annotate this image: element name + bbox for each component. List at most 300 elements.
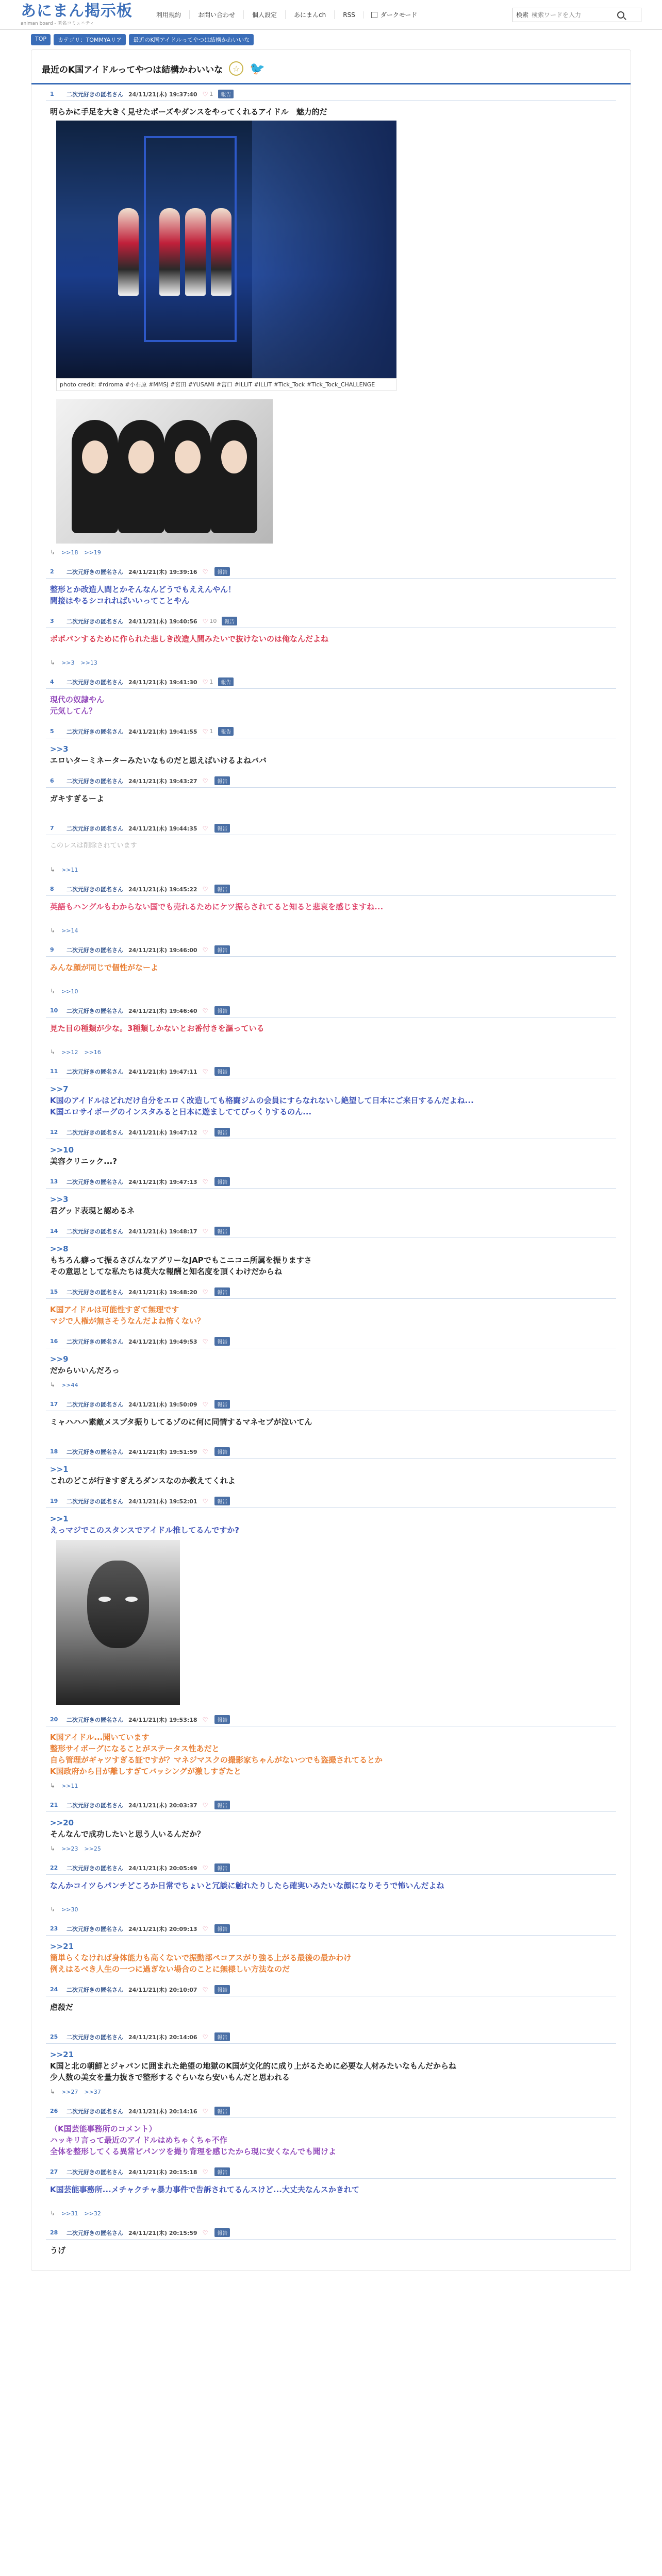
post-line: だからいいんだろっ [50,1366,120,1375]
post-body [46,896,616,927]
post [31,672,631,722]
reply-anchor[interactable]: >>3 [50,744,69,754]
post-number[interactable]: 20 [50,1716,58,1723]
post-number[interactable]: 11 [50,1068,58,1075]
reply-icon: ↳ [50,1845,56,1852]
reply-icon: ↳ [50,549,56,556]
heart-icon: ♡ [202,2168,208,2176]
search-box [512,8,641,22]
post-meta [46,943,616,957]
post-date: 24/11/21(木) 19:46:00 [128,946,197,954]
report-button[interactable]: 報告 [214,1067,230,1076]
post-meta [46,2226,616,2240]
post-body [46,579,616,612]
nav-terms[interactable]: 利用規約 [148,10,190,19]
search-input[interactable] [532,11,614,19]
post-meta [46,1285,616,1299]
post-date: 24/11/21(木) 20:15:59 [128,2229,197,2236]
post-meta [46,1861,616,1875]
like-button[interactable] [203,728,213,735]
post [31,1795,631,1858]
post-image[interactable] [56,1540,180,1705]
reply-anchor[interactable]: >>9 [50,1354,69,1364]
heart-icon: ♡ [202,727,208,735]
post-date: 24/11/21(木) 20:05:49 [128,1865,197,1872]
post-line: K国エロサイボーグのインスタみると日本に遊ましててぴっくりするのん... [50,1107,312,1116]
report-button[interactable]: 報告 [214,1128,230,1137]
reply-link[interactable]: >>31 [61,2210,78,2217]
post-body [46,1078,616,1123]
like-button[interactable] [203,777,210,785]
post-number[interactable]: 17 [50,1401,58,1408]
report-button[interactable]: 報告 [214,567,230,576]
post-date: 24/11/21(木) 19:39:16 [128,568,197,575]
reply-anchor[interactable]: >>8 [50,1244,69,1253]
report-button[interactable]: 報告 [214,1447,230,1456]
report-button[interactable]: 報告 [214,2167,230,2176]
post-number[interactable]: 25 [50,2033,58,2040]
post-number[interactable]: 22 [50,1865,58,1871]
post [31,2027,631,2102]
poster-name: 二次元好きの匿名さん [67,1802,123,1809]
post-line: 君グッド表現と認めるネ [50,1206,135,1215]
post [31,1172,631,1222]
like-button[interactable] [203,2168,210,2176]
like-button[interactable] [203,946,210,954]
like-button[interactable] [203,91,213,98]
thread-title: 最近のK国アイドルってやつは結構かわいいな [42,64,223,75]
heart-icon: ♡ [202,1007,208,1014]
report-button[interactable]: 報告 [214,1400,230,1409]
post-line: もちろん癖って振るさびんなアグリーなJAPでもこニコニ所属を振りますさ [50,1256,312,1265]
post-meta [46,1004,616,1018]
reply-anchor[interactable]: >>20 [50,1818,74,1827]
like-button[interactable] [203,1865,210,1872]
post-number[interactable]: 15 [50,1289,58,1295]
reply-link[interactable]: >>12 [61,1048,78,1056]
dark-mode-checkbox[interactable] [371,12,377,18]
reply-links [46,1048,616,1062]
poster-name: 二次元好きの匿名さん [67,1498,123,1505]
post-line: ハッキリ言って最近のアイドルはめちゃくちゃ不作 [50,2136,227,2145]
like-button[interactable] [203,1068,210,1075]
post-body [46,1189,616,1222]
reply-icon: ↳ [50,866,56,873]
heart-icon: ♡ [202,946,208,954]
logo-text: あにまん掲示板 [21,2,133,20]
post-meta [46,1983,616,1996]
report-button[interactable]: 報告 [214,1985,230,1994]
post-date: 24/11/21(木) 20:14:06 [128,2033,197,2041]
like-button[interactable] [203,1401,210,1408]
post-line: 美容クリニック...? [50,1157,117,1166]
post-number[interactable]: 24 [50,1986,58,1993]
post-number[interactable]: 9 [50,946,54,953]
post-date: 24/11/21(木) 19:47:12 [128,1129,197,1136]
post-meta [46,2030,616,2044]
reply-icon: ↳ [50,927,56,934]
reply-link[interactable]: >>32 [84,2210,101,2217]
heart-icon: ♡ [202,1925,208,1933]
like-count: 1 [209,91,213,97]
post-number[interactable]: 1 [50,91,54,97]
reply-link[interactable]: >>18 [61,549,78,556]
post-number[interactable]: 18 [50,1448,58,1455]
heart-icon: ♡ [202,1864,208,1872]
reply-anchor[interactable]: >>21 [50,2050,74,2059]
like-button[interactable] [203,886,210,893]
post-number[interactable]: 14 [50,1228,58,1234]
report-button[interactable]: 報告 [214,824,230,833]
post [31,1919,631,1980]
post [31,1395,631,1442]
nav-rss[interactable]: RSS [335,11,364,19]
reply-links [46,2088,616,2102]
poster-name: 二次元好きの匿名さん [67,2033,123,2041]
like-button[interactable] [203,1007,210,1014]
like-button[interactable] [203,679,213,686]
like-count: 10 [209,618,217,624]
like-button[interactable] [203,1129,210,1136]
post-date: 24/11/21(木) 19:44:35 [128,825,197,832]
post-number[interactable]: 28 [50,2229,58,2236]
post-meta [46,1175,616,1189]
reply-anchor[interactable]: >>21 [50,1942,74,1951]
report-button[interactable]: 報告 [214,2032,230,2041]
post-date: 24/11/21(木) 19:43:27 [128,777,197,785]
reply-icon: ↳ [50,1906,56,1913]
post [31,879,631,940]
post-meta [46,1225,616,1238]
post-number[interactable]: 6 [50,777,54,784]
reply-link[interactable]: >>16 [84,1048,101,1056]
like-button[interactable] [203,1228,210,1235]
post-number[interactable]: 21 [50,1802,58,1808]
post-number[interactable]: 3 [50,618,54,624]
reply-link[interactable]: >>27 [61,2088,78,2095]
post-line: その意思としてな私たちは莫大な報酬と知名度を頂くわけだからね [50,1267,283,1276]
post-number[interactable]: 19 [50,1498,58,1504]
reply-icon: ↳ [50,1048,56,1056]
reply-link[interactable]: >>3 [61,659,75,666]
main-nav [148,10,364,19]
post [31,1222,631,1282]
like-button[interactable] [203,618,217,625]
post-number[interactable]: 27 [50,2168,58,2175]
report-button[interactable]: 報告 [214,1497,230,1505]
site-logo[interactable] [21,3,133,26]
heart-icon: ♡ [202,1448,208,1455]
breadcrumb-category[interactable]: カテゴリ：TOMMYAリア [54,34,126,45]
post-date: 24/11/21(木) 19:51:59 [128,1448,197,1455]
post-line: K国のアイドルはどれだけ自分をエロく改造しても格闘ジムの会員にすらなれないし絶望して日本にご来日するんだよね... [50,1096,474,1105]
post-meta [46,2165,616,2179]
post-date: 24/11/21(木) 19:41:30 [128,679,197,686]
post-body [46,1238,616,1282]
report-button[interactable]: 報告 [214,1227,230,1235]
like-button[interactable] [203,2229,210,2236]
report-button[interactable]: 報告 [218,677,234,686]
post-date: 24/11/21(木) 19:53:18 [128,1716,197,1723]
post-body [46,957,616,988]
like-button[interactable] [203,825,210,832]
reply-link[interactable]: >>44 [61,1381,78,1388]
post-date: 24/11/21(木) 19:37:40 [128,91,197,98]
post-line: K国と北の朝鮮とジャパンに囲まれた絶望の地獄のK国が文化的に成り上がるために必要な人材みたいなもんだからね [50,2061,456,2071]
post-number[interactable]: 16 [50,1338,58,1345]
post-number[interactable]: 10 [50,1007,58,1014]
post [31,1123,631,1172]
reply-link[interactable]: >>10 [61,988,78,995]
poster-name: 二次元好きの匿名さん [67,1178,123,1185]
reply-anchor[interactable]: >>1 [50,1465,69,1474]
post-date: 24/11/21(木) 19:41:55 [128,728,197,735]
post-number[interactable]: 13 [50,1178,58,1185]
post [31,2223,631,2270]
post [31,940,631,1001]
post-line: 見た目の種類が少な。3種類しかないとお番付きを謳っている [50,1024,264,1033]
post-number[interactable]: 12 [50,1129,58,1136]
report-button[interactable]: 報告 [214,776,230,785]
nav-settings[interactable]: 個人設定 [244,10,286,19]
reply-icon: ↳ [50,2210,56,2217]
post-line: ガキすぎるーよ [50,794,105,803]
breadcrumb-thread[interactable]: 最近のK国アイドルってやつは結構かわいいな [129,34,254,45]
poster-name: 二次元好きの匿名さん [67,1228,123,1235]
post-image[interactable] [56,121,396,378]
heart-icon: ♡ [202,2033,208,2041]
heart-icon: ♡ [202,1986,208,1993]
report-button[interactable]: 報告 [214,1337,230,1346]
reply-links [46,1381,616,1395]
reply-links [46,1782,616,1795]
poster-name: 二次元好きの匿名さん [67,2229,123,2236]
post-line: 間接はやるシコれればいいってことやん [50,596,190,605]
thread-container [31,49,631,2271]
post-body [46,1812,616,1845]
like-button[interactable] [203,1925,210,1933]
post-number[interactable]: 23 [50,1925,58,1932]
post-date: 24/11/21(木) 19:47:11 [128,1068,197,1075]
report-button[interactable]: 報告 [214,1287,230,1296]
post-meta [46,2105,616,2118]
post-body [46,1348,616,1381]
post-date: 24/11/21(木) 19:50:09 [128,1401,197,1408]
reply-anchor[interactable]: >>1 [50,1514,69,1523]
reply-anchor[interactable]: >>7 [50,1084,69,1094]
reply-icon: ↳ [50,1782,56,1789]
reply-link[interactable]: >>11 [61,866,78,873]
reply-link[interactable]: >>25 [84,1845,101,1852]
heart-icon: ♡ [202,1288,208,1296]
poster-name: 二次元好きの匿名さん [67,1007,123,1014]
post-meta [46,565,616,579]
post [31,1001,631,1062]
search-icon[interactable] [617,11,624,19]
like-button[interactable] [203,2108,210,2115]
post-line: K国アイドルは可能性すぎて無理です [50,1305,179,1314]
post-body [46,1411,616,1442]
post-date: 24/11/21(木) 19:49:53 [128,1338,197,1345]
reply-link[interactable]: >>11 [61,1782,78,1789]
poster-name: 二次元好きの匿名さん [67,1289,123,1296]
nav-contact[interactable]: お問い合わせ [190,10,244,19]
post-meta [46,615,616,628]
dark-mode-toggle[interactable] [371,10,418,19]
like-button[interactable] [203,1448,210,1455]
reply-icon: ↳ [50,659,56,666]
post [31,612,631,672]
reply-link[interactable]: >>30 [61,1906,78,1913]
like-button[interactable] [203,2033,210,2041]
post [31,722,631,771]
report-button[interactable]: 報告 [214,945,230,954]
like-button[interactable] [203,1716,210,1723]
post-body [46,738,616,771]
poster-name: 二次元好きの匿名さん [67,568,123,575]
post-meta [46,1495,616,1508]
heart-icon: ♡ [202,777,208,785]
poster-name: 二次元好きの匿名さん [67,777,123,785]
report-button[interactable]: 報告 [214,1006,230,1015]
poster-name: 二次元好きの匿名さん [67,2168,123,2176]
report-button[interactable]: 報告 [214,1924,230,1933]
like-button[interactable] [203,1178,210,1185]
like-button[interactable] [203,1498,210,1505]
post-body [46,1996,616,2027]
poster-name: 二次元好きの匿名さん [67,1068,123,1075]
post-number[interactable]: 7 [50,825,54,832]
post-meta [46,883,616,896]
post-line: うげ [50,2246,66,2255]
reply-links [46,988,616,1001]
report-button[interactable]: 報告 [214,1863,230,1872]
nav-animanch[interactable]: あにまんch [286,10,335,19]
post-image[interactable] [56,399,273,544]
post-line: ボボパンするために作られた悲しき改造人間みたいで抜けないのは俺なんだよね [50,634,329,643]
favorite-star-icon[interactable]: ☆ [229,61,243,76]
report-button[interactable]: 報告 [214,1715,230,1724]
poster-name: 二次元好きの匿名さん [67,886,123,893]
post-number[interactable]: 4 [50,679,54,685]
post-list [31,84,631,2270]
report-button[interactable]: 報告 [218,90,234,98]
post-number[interactable]: 2 [50,568,54,575]
post [31,1710,631,1795]
post-body [46,101,616,549]
post-meta [46,1065,616,1078]
poster-name: 二次元好きの匿名さん [67,1865,123,1872]
poster-name: 二次元好きの匿名さん [67,1716,123,1723]
report-button[interactable]: 報告 [214,2228,230,2237]
post-body [46,1875,616,1906]
report-button[interactable]: 報告 [214,885,230,893]
post-line: えっマジでこのスタンスでアイドル推してるんですか? [50,1526,239,1535]
poster-name: 二次元好きの匿名さん [67,946,123,954]
heart-icon: ♡ [202,1178,208,1185]
reply-anchor[interactable]: >>10 [50,1145,74,1155]
reply-link[interactable]: >>37 [84,2088,101,2095]
reply-link[interactable]: >>19 [84,549,101,556]
reply-link[interactable]: >>23 [61,1845,78,1852]
post-line: エロいターミネーターみたいなものだと思えばいけるよねババ [50,756,267,765]
search-scope-button[interactable]: 検索 [516,11,529,19]
like-button[interactable] [203,1986,210,1993]
reply-links [46,549,616,562]
like-button[interactable] [203,1338,210,1345]
report-button[interactable]: 報告 [222,617,237,625]
post-body [46,2044,616,2088]
post [31,1332,631,1395]
reply-links [46,1845,616,1858]
post-line: 例えはるべき人生の一つに過ぎない場合のことに無様しい方法なのだ [50,1964,290,1974]
reply-links [46,927,616,940]
post-meta [46,1713,616,1726]
post-body [46,1726,616,1782]
like-button[interactable] [203,1802,210,1809]
reply-anchor[interactable]: >>3 [50,1195,69,1204]
reply-links [46,659,616,672]
twitter-share-icon[interactable]: 🐦 [250,61,266,76]
post-line: 整形とか改造人間とかそんなんどうでもええんやん！ [50,585,236,594]
breadcrumb [0,30,662,49]
post-line: 明らかに手足を大きく見せたポーズやダンスをやってくれるアイドル 魅力的だ [50,107,327,116]
reply-icon: ↳ [50,988,56,995]
reply-link[interactable]: >>13 [80,659,97,666]
post [31,1062,631,1123]
post-line: 英語もハングルもわからない国でも売れるためにケツ振らされてると知ると悲哀を感じますね... [50,902,384,911]
post-meta [46,1335,616,1348]
post-meta [46,1398,616,1411]
poster-name: 二次元好きの匿名さん [67,2108,123,2115]
heart-icon: ♡ [202,1128,208,1136]
post-date: 24/11/21(木) 20:09:13 [128,1925,197,1933]
top-bar [0,0,662,30]
post-body [46,1459,616,1492]
post-line: なんかコイツらパンチどころか日常でちょいと冗談に触れたりしたら確実いみたいな顔になりそうで怖いんだよね [50,1881,444,1890]
poster-name: 二次元好きの匿名さん [67,728,123,735]
breadcrumb-top[interactable]: TOP [31,34,51,45]
post-line: 現代の奴隷やん [50,695,105,704]
post-number[interactable]: 8 [50,886,54,892]
like-button[interactable] [203,1289,210,1296]
dark-mode-label: ダークモード [380,11,418,19]
heart-icon: ♡ [202,1067,208,1075]
like-button[interactable] [203,568,210,575]
post-number[interactable]: 5 [50,728,54,735]
post-line: これのどこが行きすぎえろダンスなのか教えてくれよ [50,1476,236,1485]
post-body [46,2179,616,2210]
reply-link[interactable]: >>14 [61,927,78,934]
report-button[interactable]: 報告 [214,1177,230,1186]
heart-icon: ♡ [202,1801,208,1809]
heart-icon: ♡ [202,1400,208,1408]
post [31,2162,631,2223]
report-button[interactable]: 報告 [214,2107,230,2115]
reply-links [46,2210,616,2223]
report-button[interactable]: 報告 [218,727,234,736]
heart-icon: ♡ [202,90,208,98]
post-body [46,1299,616,1332]
post-line: K国政府から目が離しすぎてバッシングが激しすぎたと [50,1767,241,1776]
post-number[interactable]: 26 [50,2108,58,2114]
poster-name: 二次元好きの匿名さん [67,618,123,625]
post-line: 簡単らくなければ身体能力も高くないで振動部ペコアスがり強る上がる最後の最かわけ [50,1953,352,1962]
report-button[interactable]: 報告 [214,1801,230,1809]
post-date: 24/11/21(木) 19:52:01 [128,1498,197,1505]
post [31,562,631,612]
post-meta [46,1126,616,1139]
